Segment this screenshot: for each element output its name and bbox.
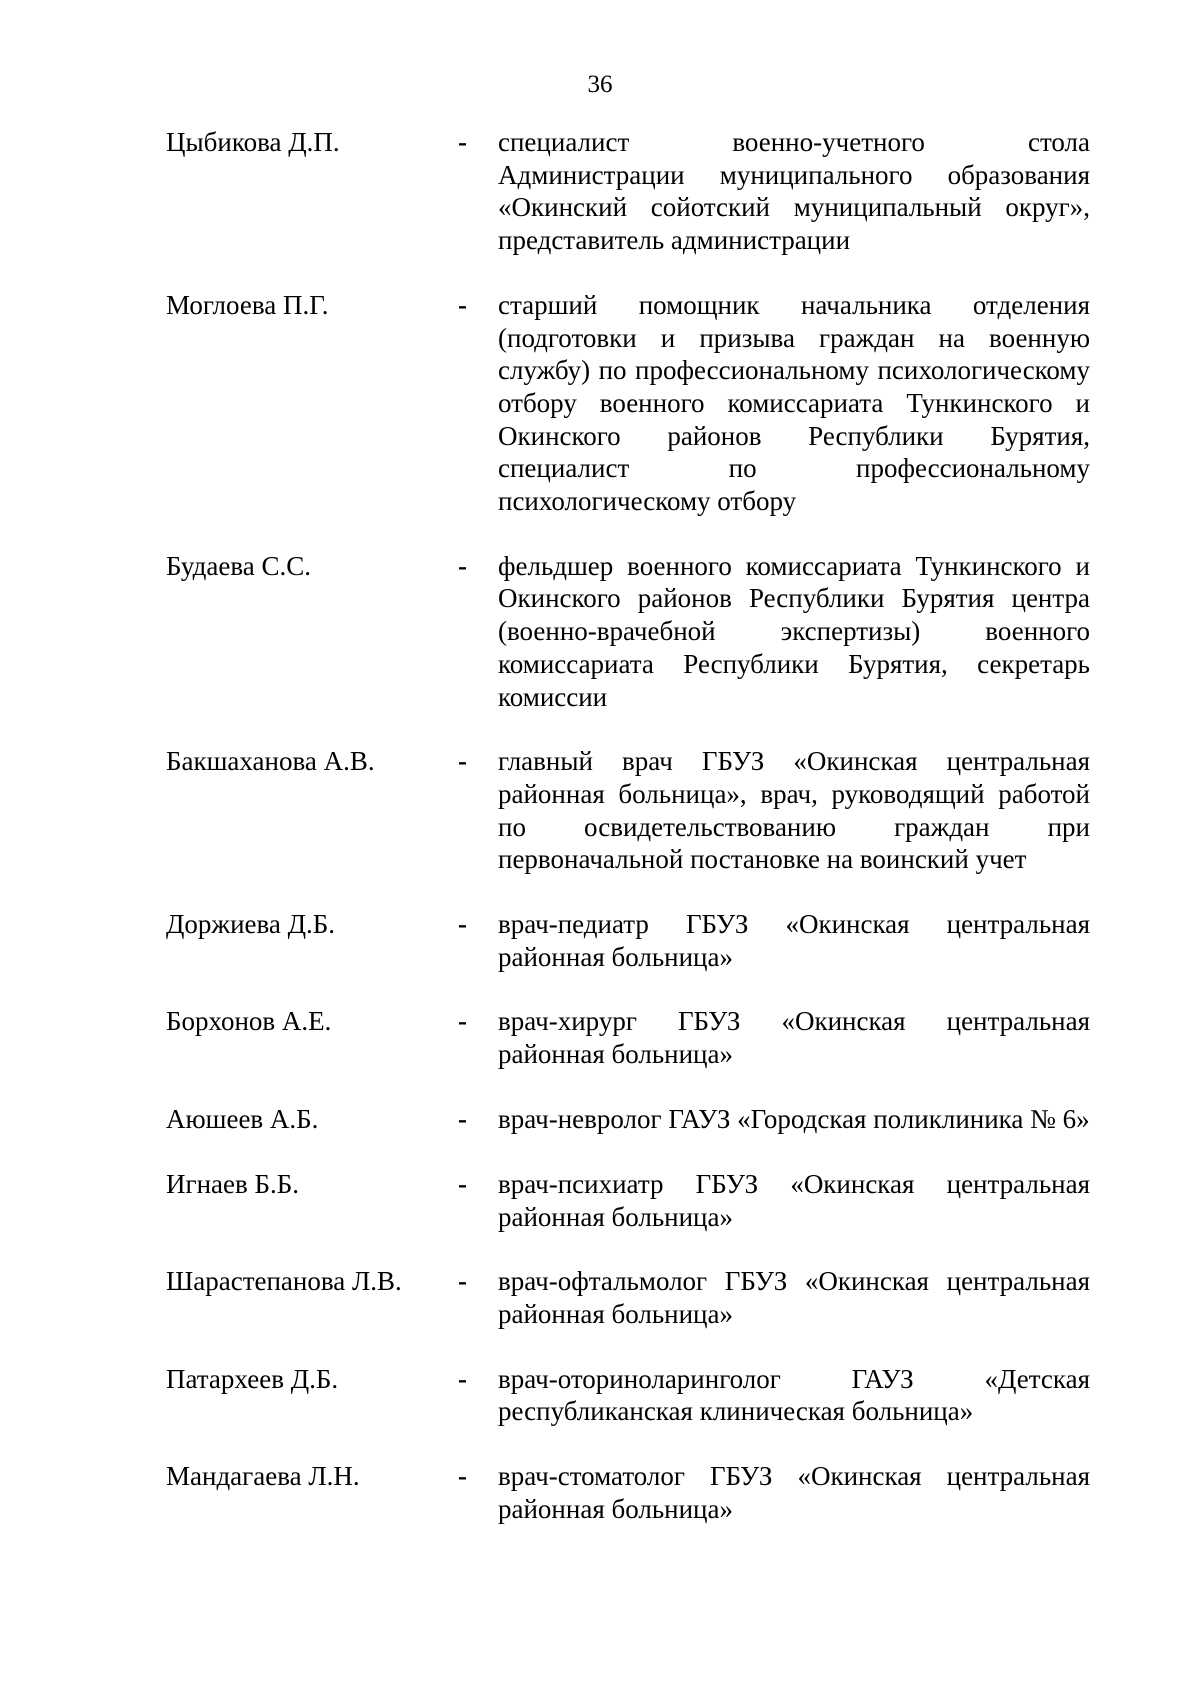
member-row [166, 1460, 1090, 1525]
dash-separator: - [458, 1168, 467, 1199]
page-number: 36 [587, 71, 613, 98]
member-role: фельдшер военного комиссариата Тункинского и Окинского районов Республики Бурятия центра (военно-врачебной экспертизы) военного комиссариата Республики Бурятия, секретарь комиссии [498, 550, 1090, 712]
member-role: старший помощник начальника отделения (подготовки и призыва граждан на военную службу) по профессиональному психологическому отбору военного комиссариата Тункинского и Окинского районов Республики Бурятия, специалист по профессиональному психологическому отбору [498, 289, 1090, 517]
member-role: врач-стоматолог ГБУЗ «Окинская центральная районная больница» [498, 1461, 1090, 1524]
member-row [166, 745, 1090, 876]
member-name: Доржиева Д.Б. [166, 909, 336, 940]
member-row [166, 1168, 1090, 1233]
dash-separator: - [458, 1103, 467, 1134]
dash-separator: - [458, 1461, 467, 1492]
dash-separator: - [458, 127, 467, 157]
member-role: врач-психиатр ГБУЗ «Окинская центральная районная больница» [498, 1168, 1090, 1232]
member-name: Бакшаханова А.В. [166, 746, 375, 777]
dash-separator: - [458, 1006, 467, 1037]
member-role: главный врач ГБУЗ «Окинская центральная районная больница», врач, руководящий работой по освидетельствованию граждан при первоначальной постановке на воинский учет [498, 746, 1090, 875]
member-role: врач-оториноларинголог ГАУЗ «Детская республиканская клиническая больница» [498, 1363, 1090, 1427]
member-row [166, 1005, 1090, 1070]
member-name: Аюшеев А.Б. [166, 1103, 319, 1134]
dash-separator: - [458, 1266, 467, 1297]
member-role: врач-невролог ГАУЗ «Городская поликлиника № 6» [498, 1103, 1090, 1134]
member-row [166, 550, 1090, 714]
member-row [166, 1103, 1090, 1136]
member-role: врач-офтальмолог ГБУЗ «Окинская центральная районная больница» [498, 1266, 1090, 1329]
member-role: специалист военно-учетного стола Администрации муниципального образования «Окинский сойотский муниципальный округ», представитель администрации [498, 127, 1090, 256]
dash-separator: - [458, 289, 467, 320]
member-name: Моглоева П.Г. [166, 289, 329, 320]
member-name: Мандагаева Л.Н. [166, 1461, 360, 1492]
member-row [166, 126, 1090, 257]
member-name: Борхонов А.Е. [166, 1006, 332, 1037]
member-name: Цыбикова Д.П. [166, 127, 340, 157]
dash-separator: - [458, 909, 467, 940]
dash-separator: - [458, 746, 467, 777]
member-role: врач-педиатр ГБУЗ «Окинская центральная районная больница» [498, 909, 1090, 972]
member-name: Патархеев Д.Б. [166, 1363, 339, 1394]
dash-separator: - [458, 1363, 467, 1394]
member-name: Игнаев Б.Б. [166, 1168, 299, 1199]
commission-members-list [166, 126, 1090, 1558]
member-row [166, 1363, 1090, 1428]
member-row [166, 289, 1090, 518]
member-name: Шарастепанова Л.В. [166, 1266, 402, 1297]
dash-separator: - [458, 550, 467, 581]
member-row [166, 908, 1090, 973]
member-name: Будаева С.С. [166, 550, 311, 581]
member-role: врач-хирург ГБУЗ «Окинская центральная районная больница» [498, 1006, 1090, 1070]
member-row [166, 1265, 1090, 1330]
